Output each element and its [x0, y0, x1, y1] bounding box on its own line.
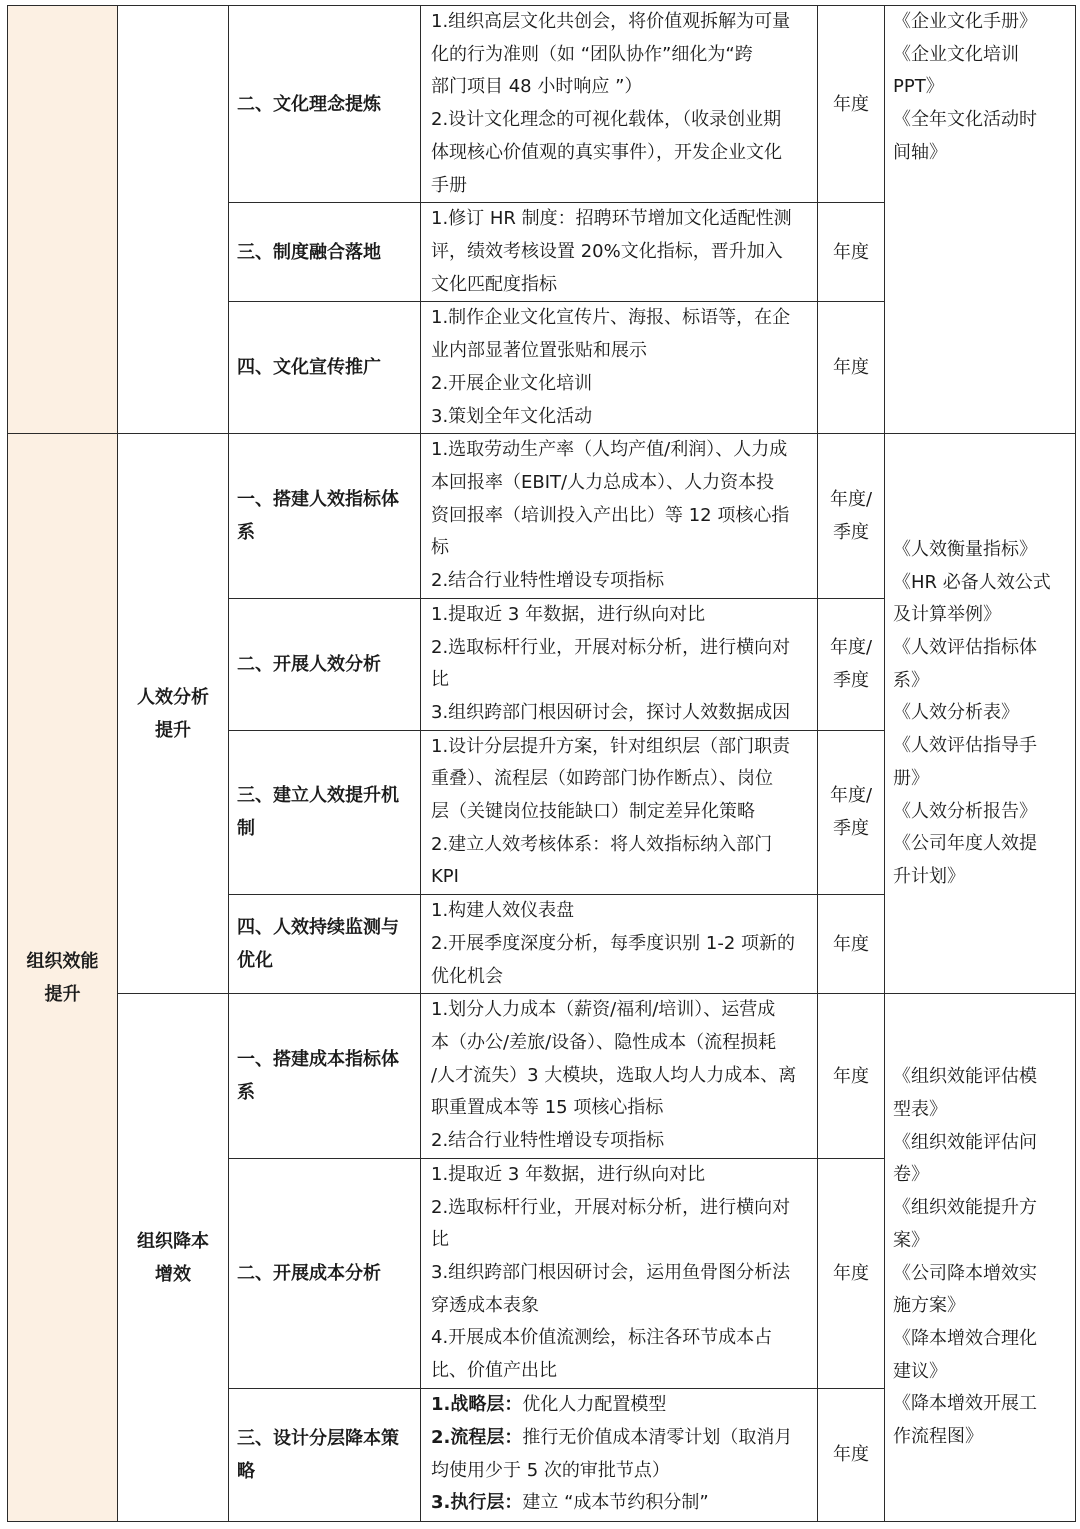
output-list: 《人效衡量指标》 《HR 必备人效公式 及计算举例》 《人效评估指标体 系》 《人效分析表》 《人效评估指导手 册》 《人效分析报告》 《公司年度人效提 升计划》 — [885, 434, 1076, 994]
output-list: 《组织效能评估模 型表》 《组织效能评估问 卷》 《组织效能提升方 案》 《公司降本增效实 施方案》 《降本增效合理化 建议》 《降本增效开展工 作流程图》 — [885, 994, 1076, 1521]
task-content: 1.提取近 3 年数据，进行纵向对比 2.选取标杆行业，开展对标分析，进行横向对 比 3.组织跨部门根因研讨会，运用鱼骨图分析法 穿透成本表象 4.开展成本价值流测绘，标注各环节成本占 比、价值产出比 — [421, 1158, 818, 1388]
task-cycle: 年度 — [818, 994, 885, 1159]
subcategory-cell-blank — [118, 6, 229, 434]
task-cycle: 年度/ 季度 — [818, 434, 885, 599]
task-content: 1.划分人力成本（薪资/福利/培训）、运营成 本（办公/差旅/设备）、隐性成本（流程损耗 /人才流失）3 大模块，选取人均人力成本、离 职重置成本等 15 项核心指标 2.结合行业特性增设专项指标 — [421, 994, 818, 1159]
task-cycle: 年度 — [818, 203, 885, 302]
category-cell-blank — [8, 6, 118, 434]
task-content: 1.构建人效仪表盘 2.开展季度深度分析，每季度识别 1-2 项新的 优化机会 — [421, 895, 818, 994]
task-title: 三、制度融合落地 — [229, 203, 421, 302]
table-row — [8, 994, 1076, 1159]
task-title: 二、开展成本分析 — [229, 1158, 421, 1388]
task-title: 四、文化宣传推广 — [229, 302, 421, 434]
task-title: 二、开展人效分析 — [229, 598, 421, 730]
plan-table — [7, 5, 1076, 1522]
task-cycle: 年度/ 季度 — [818, 598, 885, 730]
task-cycle: 年度 — [818, 1388, 885, 1521]
task-content: 1.组织高层文化共创会，将价值观拆解为可量 化的行为准则（如 “团队协作”细化为“跨 部门项目 48 小时响应 ”） 2.设计文化理念的可视化载体，（收录创业期 体现核心价值观的真实事件），开发企业文化 手册 — [421, 6, 818, 203]
task-content: 1.设计分层提升方案，针对组织层（部门职责 重叠）、流程层（如跨部门协作断点）、岗位 层（关键岗位技能缺口）制定差异化策略 2.建立人效考核体系：将人效指标纳入部门 KPI — [421, 730, 818, 895]
task-content: 1.选取劳动生产率（人均产值/利润）、人力成 本回报率（EBIT/人力总成本）、人力资本投 资回报率（培训投入产出比）等 12 项核心指 标 2.结合行业特性增设专项指标 — [421, 434, 818, 599]
table-row — [8, 6, 1076, 203]
subcategory-cell: 组织降本 增效 — [118, 994, 229, 1521]
subcategory-cell: 人效分析 提升 — [118, 434, 229, 994]
task-cycle: 年度 — [818, 6, 885, 203]
task-cycle: 年度/ 季度 — [818, 730, 885, 895]
task-cycle: 年度 — [818, 302, 885, 434]
task-content: 1.战略层：优化人力配置模型 2.流程层：推行无价值成本清零计划（取消月 均使用少于 5 次的审批节点） 3.执行层：建立 “成本节约积分制” — [421, 1388, 818, 1521]
task-title: 三、设计分层降本策 略 — [229, 1388, 421, 1521]
task-title: 一、搭建人效指标体 系 — [229, 434, 421, 599]
task-title: 二、文化理念提炼 — [229, 6, 421, 203]
task-title: 四、人效持续监测与 优化 — [229, 895, 421, 994]
output-list: 《企业文化手册》 《企业文化培训 PPT》 《全年文化活动时 间轴》 — [885, 6, 1076, 434]
task-cycle: 年度 — [818, 1158, 885, 1388]
task-cycle: 年度 — [818, 895, 885, 994]
task-title: 一、搭建成本指标体 系 — [229, 994, 421, 1159]
task-title: 三、建立人效提升机 制 — [229, 730, 421, 895]
task-content: 1.修订 HR 制度：招聘环节增加文化适配性测 评，绩效考核设置 20%文化指标，晋升加入 文化匹配度指标 — [421, 203, 818, 302]
task-content: 1.制作企业文化宣传片、海报、标语等，在企 业内部显著位置张贴和展示 2.开展企业文化培训 3.策划全年文化活动 — [421, 302, 818, 434]
task-content: 1.提取近 3 年数据，进行纵向对比 2.选取标杆行业，开展对标分析，进行横向对 比 3.组织跨部门根因研讨会，探讨人效数据成因 — [421, 598, 818, 730]
category-cell: 组织效能 提升 — [8, 434, 118, 1521]
table-row — [8, 434, 1076, 599]
